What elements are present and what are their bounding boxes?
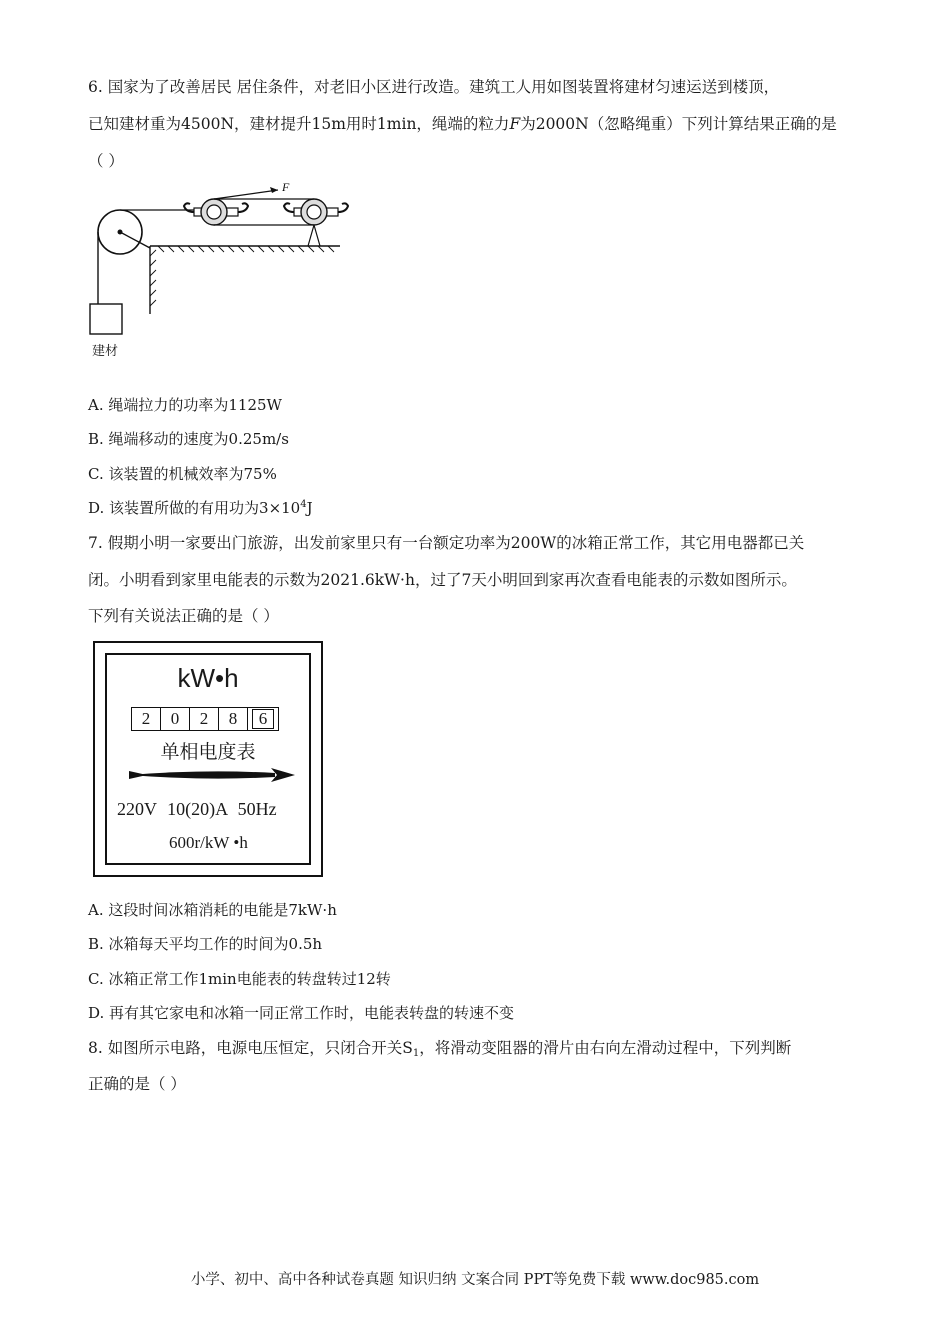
- meter-unit: kW•h: [177, 663, 239, 693]
- meter-decimal-value: 6: [252, 709, 274, 729]
- q7-option-a[interactable]: A. 这段时间冰箱消耗的电能是7kW·h: [88, 901, 337, 919]
- meter-rate: 600r/kW •h: [169, 833, 248, 852]
- option-d-exponent: 4: [300, 499, 307, 510]
- pulley-diagram: [84, 176, 354, 366]
- page-footer: 小学、初中、高中各种试卷真题 知识归纳 文案合同 PPT等免费下载 www.doc985.com: [190, 1272, 760, 1288]
- force-symbol: F: [509, 115, 521, 133]
- q7-option-b[interactable]: B. 冰箱每天平均工作的时间为0.5h: [88, 935, 323, 953]
- building-material-box: [90, 304, 122, 334]
- q6-stem-line-1: 6. 国家为了改善居民 居住条件，对老旧小区进行改造。建筑工人用如图装置将建材匀速运送到楼顶，: [88, 78, 780, 96]
- q6-option-c[interactable]: C. 该装置的机械效率为75%: [88, 465, 277, 483]
- q7-option-d[interactable]: D. 再有其它家电和冰箱一同正常工作时，电能表转盘的转速不变: [88, 1004, 515, 1022]
- q6-stem-line-2: [88, 113, 837, 135]
- q8-stem-line-2: 正确的是（ ）: [88, 1075, 186, 1093]
- arrow-icon: [125, 765, 297, 785]
- option-d-unit: J: [306, 499, 313, 517]
- q7-option-c[interactable]: C. 冰箱正常工作1min电能表的转盘转过12转: [88, 970, 391, 988]
- q6-option-a[interactable]: A. 绳端拉力的功率为1125W: [88, 396, 282, 414]
- meter-name: 单相电度表: [160, 741, 256, 763]
- force-label: F: [282, 180, 290, 194]
- meter-digit: 0: [161, 708, 190, 730]
- q7-stem-line-2: 闭。小明看到家里电能表的示数为2021.6kW·h，过了7天小明回到家再次查看电能表的示数如图所示。: [88, 571, 797, 589]
- q8-stem-line-1: [88, 1037, 791, 1059]
- meter-digit: 2: [132, 708, 161, 730]
- q6-answer-brackets: （ ）: [88, 152, 124, 170]
- switch-subscript: 1: [412, 1048, 420, 1059]
- option-d-text: D. 该装置所做的有用功为3×10: [88, 499, 301, 517]
- q8-stem-text-tail: ，将滑动变阻器的滑片由右向左滑动过程中，下列判断: [419, 1039, 792, 1057]
- movable-pulley: [184, 199, 248, 225]
- force-arrow: [214, 190, 278, 199]
- q7-stem-line-1: 7. 假期小明一家要出门旅游，出发前家里只有一台额定功率为200W的冰箱正常工作，其它用电器都已关: [88, 534, 805, 552]
- meter-decimal-digit: [248, 708, 278, 730]
- figure-caption: 建材: [92, 344, 119, 359]
- q6-stem-text: 已知建材重为4500N，建材提升15m用时1min，绳端的粒力: [88, 115, 510, 133]
- q6-option-b[interactable]: B. 绳端移动的速度为0.25m/s: [88, 430, 289, 448]
- meter-digits: [131, 707, 279, 731]
- meter-digit: 8: [219, 708, 248, 730]
- q6-stem-text-tail: 为2000N（忽略绳重）下列计算结果正确的是: [520, 115, 837, 133]
- q8-stem-text: 8. 如图所示电路，电源电压恒定，只闭合开关S: [88, 1039, 413, 1057]
- meter-digit: 2: [190, 708, 219, 730]
- meter-spec: 220V 10(20)A 50Hz: [117, 799, 277, 819]
- q6-option-d[interactable]: [88, 497, 313, 519]
- electricity-meter: [93, 641, 323, 877]
- pulley-block-2: [284, 199, 348, 246]
- q7-stem-line-3: 下列有关说法正确的是（ ）: [88, 607, 279, 625]
